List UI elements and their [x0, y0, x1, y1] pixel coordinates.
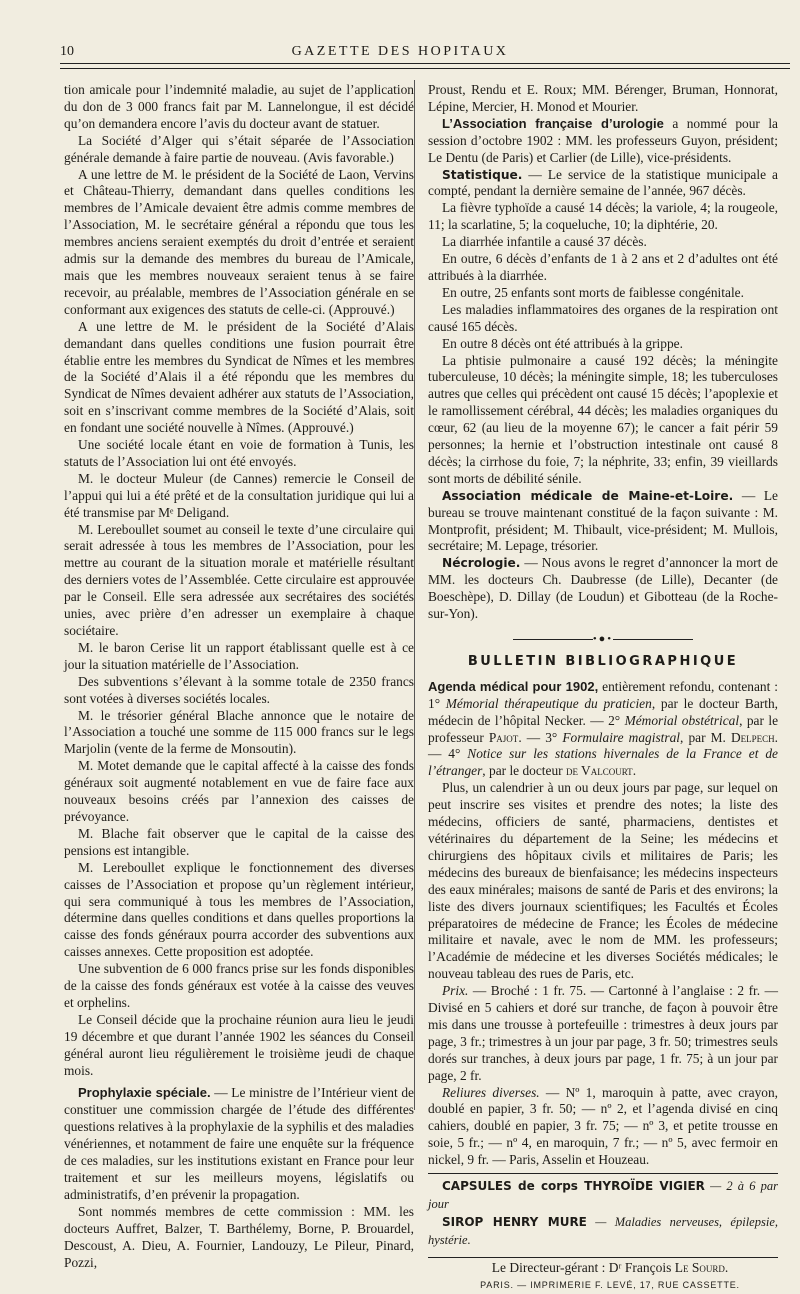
paragraph: La fièvre typhoïde a causé 14 décès; la variole, 4; la rougeole, 11; la scarlatine, 5; la coqueluche, 10; la diphtérie, 20.: [428, 200, 778, 233]
text-run: . — 4°: [428, 729, 778, 762]
ad-product: SIROP HENRY MURE: [442, 1215, 587, 1230]
ad-sirop: [428, 1213, 778, 1249]
work-title: Mémorial obstétrical: [624, 712, 740, 728]
paragraph: Des subventions s’élevant à la somme totale de 2350 francs sont votées à diverses sociétés locales.: [64, 673, 414, 706]
price-label: Prix.: [442, 983, 469, 999]
news-item-statistique: [428, 167, 778, 201]
bulletin-title: BULLETIN BIBLIOGRAPHIQUE: [467, 653, 739, 669]
text-run: .: [724, 1260, 729, 1276]
paragraph: En outre 8 décès ont été attribués à la grippe.: [442, 335, 683, 351]
news-item-body: — Nous avons le regret d’annoncer la mort de MM. les docteurs Ch. Daubresse (de Lille), Decanter (de Boeschèpe), D. Dillay (de Loudun) et Gibotteau (de la Roche-sur-Yon).: [428, 555, 778, 622]
news-item-prophylaxie: [64, 1085, 414, 1203]
author-name: Delpech: [730, 729, 775, 745]
bulletin-entry-title: Agenda médical pour 1902,: [428, 678, 599, 694]
paragraph: Une société locale étant en voie de formation à Tunis, les statuts de l’Association lui ont été envoyés.: [64, 437, 414, 469]
paragraph: La Société d’Alger qui s’était séparée de l’Association générale demande à faire partie de nouveau. (Avis favorable.): [64, 132, 414, 165]
right-column: [428, 82, 778, 1294]
news-item-body: — Le service de la statistique municipale a compté, pendant la dernière semaine de l’année, 967 décès.: [428, 166, 778, 199]
paragraph: A une lettre de M. le président de la Société d’Alais demandant dans quelles conditions une fusion pourrait être établie entre les membres du Syndicat de Nîmes et les membres de la Société d’Alais il a été répondu que les membres du Syndicat de Nîmes devaient adhérer aux statuts de l’Association, soit en s’inscrivant comme membres de la Société d’Alais, soit en fondant une société nouvelle à Nîmes. (Approuvé.): [64, 318, 414, 436]
news-item-heading: Association médicale de Maine-et-Loire.: [442, 488, 734, 503]
paragraph: M. le docteur Muleur (de Cannes) remercie le Conseil de l’appui qui lui a été prêté et de la consultation juridique qui lui a été transmise par Mᵉ Deligand.: [64, 470, 414, 520]
ad-product: CAPSULES de corps THYROÏDE VIGIER: [442, 1179, 705, 1194]
paragraph: La diarrhée infantile a causé 37 décès.: [442, 234, 647, 250]
paragraph: M. Lereboullet explique le fonctionnement des diverses caisses de l’Association et propose qu’un règlement intérieur, qui sera communiqué à tous les membres de l’Association, détermine dans quelles conditions et dans quelles proportions la caisse des fonds généraux pourra accorder des subventions aux caisses annexes. Cette proposition est adoptée.: [64, 859, 414, 960]
paragraph: Le Conseil décide que la prochaine réunion aura lieu le jeudi 19 décembre et que durant l’année 1902 les séances du Conseil général auront lieu régulièrement le troisième jeudi de chaque mois.: [64, 1011, 414, 1078]
news-item-heading: L’Association française d’urologie: [442, 115, 664, 131]
paragraph: Sont nommés membres de cette commission : MM. les docteurs Auffret, Balzer, T. Barthélemy, Borne, P. Brouardel, Descoust, A. Dieu, A. Fournier, Landouzy, Le Pileur, Pinard, Pozzi,: [64, 1203, 414, 1270]
text-run: entièrement refondu, contenant : 1°: [428, 678, 778, 711]
text-run: . — 3°: [518, 729, 563, 745]
printer-imprint: PARIS. — IMPRIMERIE F. LEVÉ, 17, RUE CASSETTE.: [480, 1280, 740, 1290]
bindings-paragraph: [428, 1085, 778, 1170]
paragraph: A une lettre de M. le président de la Société de Laon, Vervins et Château-Thierry, demandant dans quelles conditions les membres de l’Amicale devaient être admis comme membres de l’Association, M. le secrétaire général a répondu que tous les membres anciens seraient exemptés du droit d’entrée et seraient admis sur la demande des membres du bureau de l’Amicale, mais que les membres nouveaux seraient tenus à se faire recevoir, au préalable, membres de l’Association générale en se conformant aux exigences des statuts de celle-ci. (Approuvé.): [64, 166, 414, 317]
author-name: Pajot: [488, 729, 519, 745]
paragraph: Proust, Rendu et E. Roux; MM. Bérenger, Bruman, Honnorat, Lépine, Mercier, H. Monod et Mourier.: [428, 82, 778, 114]
gerant-name: Le Sourd: [674, 1260, 725, 1276]
news-item-necrologie: [428, 555, 778, 623]
paragraph: M. le baron Cerise lit un rapport établissant quelle est à ce jour la situation matérielle de l’Association.: [64, 639, 414, 672]
news-item-urologie: [428, 116, 778, 167]
bulletin-entry-agenda: [428, 679, 778, 780]
header-rule-thin: [60, 68, 790, 69]
paragraph: tion amicale pour l’indemnité maladie, au sujet de l’application du don de 3 000 francs fait par M. Lannelongue, il est décidé qu’on demandera encore l’avis du docteur avant de statuer.: [64, 82, 414, 131]
news-item-body: — Le ministre de l’Intérieur vient de constituer une commission chargée de l’étude des différentes questions relatives à la prophylaxie de la syphilis et des maladies vénériennes, et notamment de faire une enquête sur la fréquence de ces maladies, sur les institutions existant en France pour leur traitement et sur les meilleurs moyens, législatifs ou administratifs, d’en prévenir la propagation.: [64, 1085, 414, 1202]
work-title: Notice sur les stations hivernales de la France et de l’étranger: [428, 746, 778, 779]
news-item-body: — Le bureau se trouve maintenant constitué de la façon suivante : M. Montprofit, président; M. Thibault, vice-président; M. Mullois, secrétaire; M. Lepage, trésorier.: [428, 487, 778, 554]
running-title: GAZETTE DES HOPITAUX: [291, 44, 509, 59]
text-run: .: [632, 763, 637, 779]
paragraph: Une subvention de 6 000 francs prise sur les fonds disponibles de la caisse des fonds généraux est votée à la caisse des veuves et orphelins.: [64, 961, 414, 1010]
section-ornament: •●•: [428, 631, 778, 648]
gerant-label: Le Directeur-gérant : Dʳ François: [491, 1260, 675, 1276]
directeur-gerant: [428, 1260, 778, 1277]
news-item-heading: Prophylaxie spéciale.: [78, 1085, 211, 1101]
ad-rule: [428, 1173, 778, 1174]
text-run: — Nº 1, maroquin à patte, avec crayon, doublé en papier, 3 fr. 50; — nº 2, et l’agenda divisé en cinq cahiers, doublé en papier, 3 fr. 75; — nº 3, et petite trousse en soie, 5 fr.; — nº 4, en maroquin, 7 fr.; — nº 5, avec fermoir en nickel, 9 fr. — Paris, Asselin et Houzeau.: [428, 1084, 779, 1168]
paragraph: Les maladies inflammatoires des organes de la respiration ont causé 165 décès.: [428, 301, 778, 334]
text-run: , par le docteur Barth, médecin de l’hôpital Necker. — 2°: [428, 695, 778, 728]
footer-rule: [428, 1257, 778, 1258]
work-title: Mémorial thérapeutique du praticien: [445, 695, 652, 711]
work-title: Formulaire magistral: [562, 729, 681, 745]
header-rule-thick: [60, 63, 790, 64]
paragraph: La phtisie pulmonaire a causé 192 décès; la méningite tuberculeuse, 10 décès; la méningite simple, 18; les tuberculoses autres que celles qui précèdent ont causé 15 décès; l’apoplexie et le ramollissement cérébral, 44 décès; les maladies organiques du cœur, 62 (au lieu de la moyenne 67); le cancer a fait périr 59 personnes; la hernie et l’obstruction intestinale ont causé 8 décès; la cirrhose du foie, 7; la néphrite, 33; enfin, 39 vieillards sont morts de débilité sénile.: [428, 352, 778, 486]
text-run: , par le docteur: [482, 763, 566, 779]
bindings-label: Reliures diverses.: [442, 1084, 540, 1100]
left-column: [64, 82, 414, 1271]
author-name: de Valcourt: [565, 763, 633, 779]
news-item-heading: Statistique.: [442, 167, 523, 182]
ad-note: — 2 à 6 par jour: [428, 1179, 778, 1212]
price-paragraph: [428, 983, 778, 1084]
news-item-heading: Nécrologie.: [442, 556, 521, 571]
paragraph: En outre, 6 décès d’enfants de 1 à 2 ans et 2 d’adultes ont été attribués à la diarrhée.: [428, 251, 778, 283]
paragraph: En outre, 25 enfants sont morts de faiblesse congénitale.: [442, 284, 744, 300]
text-run: , par le professeur: [428, 712, 779, 745]
page-number: 10: [60, 44, 74, 59]
paragraph: M. le trésorier général Blache annonce que le notaire de l’Association a touché une somme de 115 000 francs sur le legs Marjolin (vente de la ferme de Monsoutin).: [64, 707, 414, 757]
news-item-maine-et-loire: [428, 488, 778, 556]
ad-capsules: [428, 1177, 778, 1213]
paragraph: M. Lereboullet soumet au conseil le texte d’une circulaire qui serait adressée à tous les membres de l’Association, pour les mettre au courant de la situation morale et matérielle résultant des derniers votes de l’Assemblée. Cette circulaire est approuvée par le Conseil. Elle sera adressée aux secrétaires des sociétés unies, avec prière d’en adresser un exemplaire à chaque sociétaire.: [64, 521, 414, 638]
paragraph: M. Blache fait observer que le capital de la caisse des pensions est intangible.: [64, 825, 414, 858]
column-divider: [414, 80, 415, 1110]
news-item-body: a nommé pour la session d’octobre 1902 : MM. les professeurs Guyon, président; Le Dentu (de Paris) et Carlier (de Lille), vice-présidents.: [428, 115, 778, 165]
ad-note: — Maladies nerveuses, épilepsie, hystérie.: [428, 1215, 778, 1248]
paragraph: M. Motet demande que le capital affecté à la caisse des fonds généraux soit augmenté notablement en vue de faire face aux nouveaux besoins créés par l’annexion des caisses de prévoyance.: [64, 758, 414, 824]
paragraph: Plus, un calendrier à un ou deux jours par page, sur lequel on peut inscrire ses visites et prendre des notes; la liste des médecins, officiers de santé, pharmaciens, dentistes et vétérinaires du département de la Seine; les médecins et chirurgiens des hôpitaux civils et militaires de Paris; les médecins des bureaux de bienfaisance; les médecins inspecteurs des eaux minérales; maisons de santé de Paris et des environs; la liste des divers journaux scientifiques; les Facultés et Écoles préparatoires de médecine de France; les Écoles de médecine militaire et navale, avec le nom de MM. les professeurs; l’Académie de médecine et les diverses Sociétés médicales; le nouveau tableau des rues de Paris, etc.: [428, 780, 778, 982]
text-run: , par M.: [680, 729, 731, 745]
text-run: — Broché : 1 fr. 75. — Cartonné à l’anglaise : 2 fr. — Divisé en 5 cahiers et doré sur tranche, de façon à pouvoir être mis dans une trousse à portefeuille : trimestres à deux jours par page, 3 fr.; trimestres à un jour par page, 3 fr. 50; trimestres seuls dorés sur tranches, à deux jours par page, 1 fr. 75; à un jour par page, 2 fr.: [428, 983, 778, 1083]
